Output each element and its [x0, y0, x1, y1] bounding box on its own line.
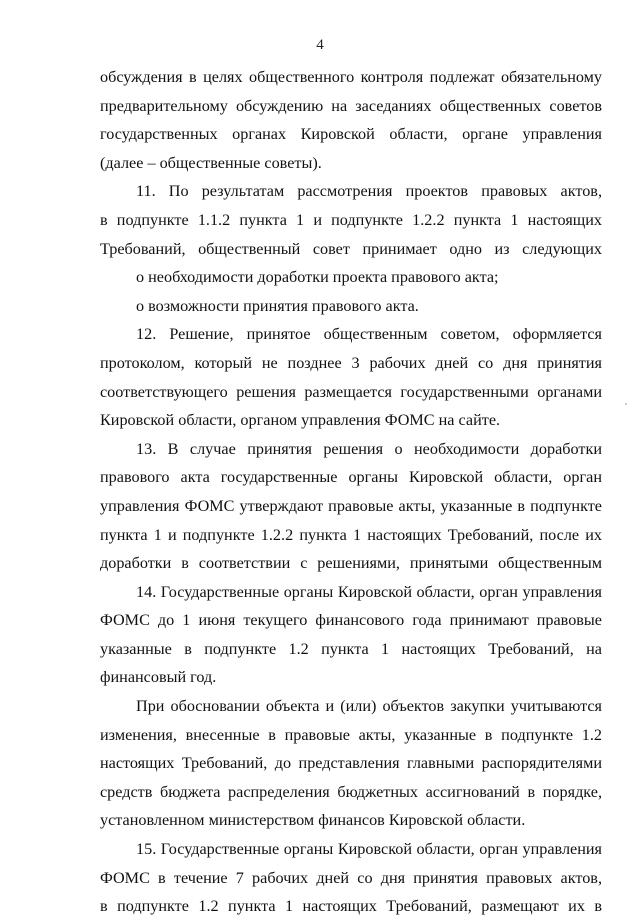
text-line: ФОМС до 1 июня текущего финансового года принимают правовые: [100, 611, 602, 630]
text-line: 13. В случае принятия решения о необходимости доработки: [136, 439, 602, 458]
text-line: установленном министерством финансов Кировской области.: [100, 811, 526, 830]
text-line: 14. Государственные органы Кировской области, орган управления: [136, 582, 602, 601]
text-line: настоящих Требований, до представления главными распорядителями: [100, 754, 602, 773]
text-line: государственных органах Кировской области, органе управления: [100, 125, 602, 144]
text-line: о возможности принятия правового акта.: [136, 296, 419, 315]
text-line: в подпункте 1.1.2 пункта 1 и подпункте 1.2.2 пункта 1 настоящих: [100, 210, 602, 229]
text-line: ФОМС в течение 7 рабочих дней со дня принятия правовых актов,: [100, 868, 602, 887]
text-line: Кировской области, органом управления ФОМС на сайте.: [100, 411, 501, 430]
text-line: о необходимости доработки проекта правового акта;: [136, 268, 499, 287]
scan-speck: [625, 403, 627, 405]
text-line: правового акта государственные органы Кировской области, орган: [100, 468, 602, 487]
text-line: 11. По результатам рассмотрения проектов правовых актов,: [136, 182, 602, 201]
text-line: предварительному обсуждению на заседаниях общественных советов: [100, 96, 602, 115]
text-line: средств бюджета распределения бюджетных ассигнований в порядке,: [100, 782, 602, 801]
text-line: обсуждения в целях общественного контроля подлежат обязательному: [100, 68, 602, 86]
text-line: Требований, общественный совет принимает одно из следующих: [100, 239, 602, 258]
text-line: При обосновании объекта и (или) объектов закупки учитываются: [136, 697, 602, 716]
text-line: в подпункте 1.2 пункта 1 настоящих Требований, размещают их в: [100, 897, 602, 916]
text-line: соответствующего решения размещается государственными органами: [100, 382, 602, 401]
text-line: протоколом, который не позднее 3 рабочих дней со дня принятия: [100, 353, 602, 372]
text-line: изменения, внесенные в правовые акты, указанные в подпункте 1.2: [100, 725, 602, 744]
text-line: 15. Государственные органы Кировской области, орган управления: [136, 840, 602, 859]
text-line: управления ФОМС утверждают правовые акты, указанные в подпункте: [100, 496, 602, 515]
page-number: 4: [316, 37, 324, 53]
text-line: пункта 1 и подпункте 1.2.2 пункта 1 настоящих Требований, после их: [100, 525, 602, 544]
text-line: доработки в соответствии с решениями, принятыми общественным: [100, 554, 602, 573]
document-body: [100, 63, 602, 921]
text-line: указанные в подпункте 1.2 пункта 1 настоящих Требований, на: [100, 639, 602, 658]
text-line: (далее – общественные советы).: [100, 153, 322, 172]
text-line: 12. Решение, принятое общественным советом, оформляется: [136, 325, 602, 344]
text-line: финансовый год.: [100, 668, 217, 687]
